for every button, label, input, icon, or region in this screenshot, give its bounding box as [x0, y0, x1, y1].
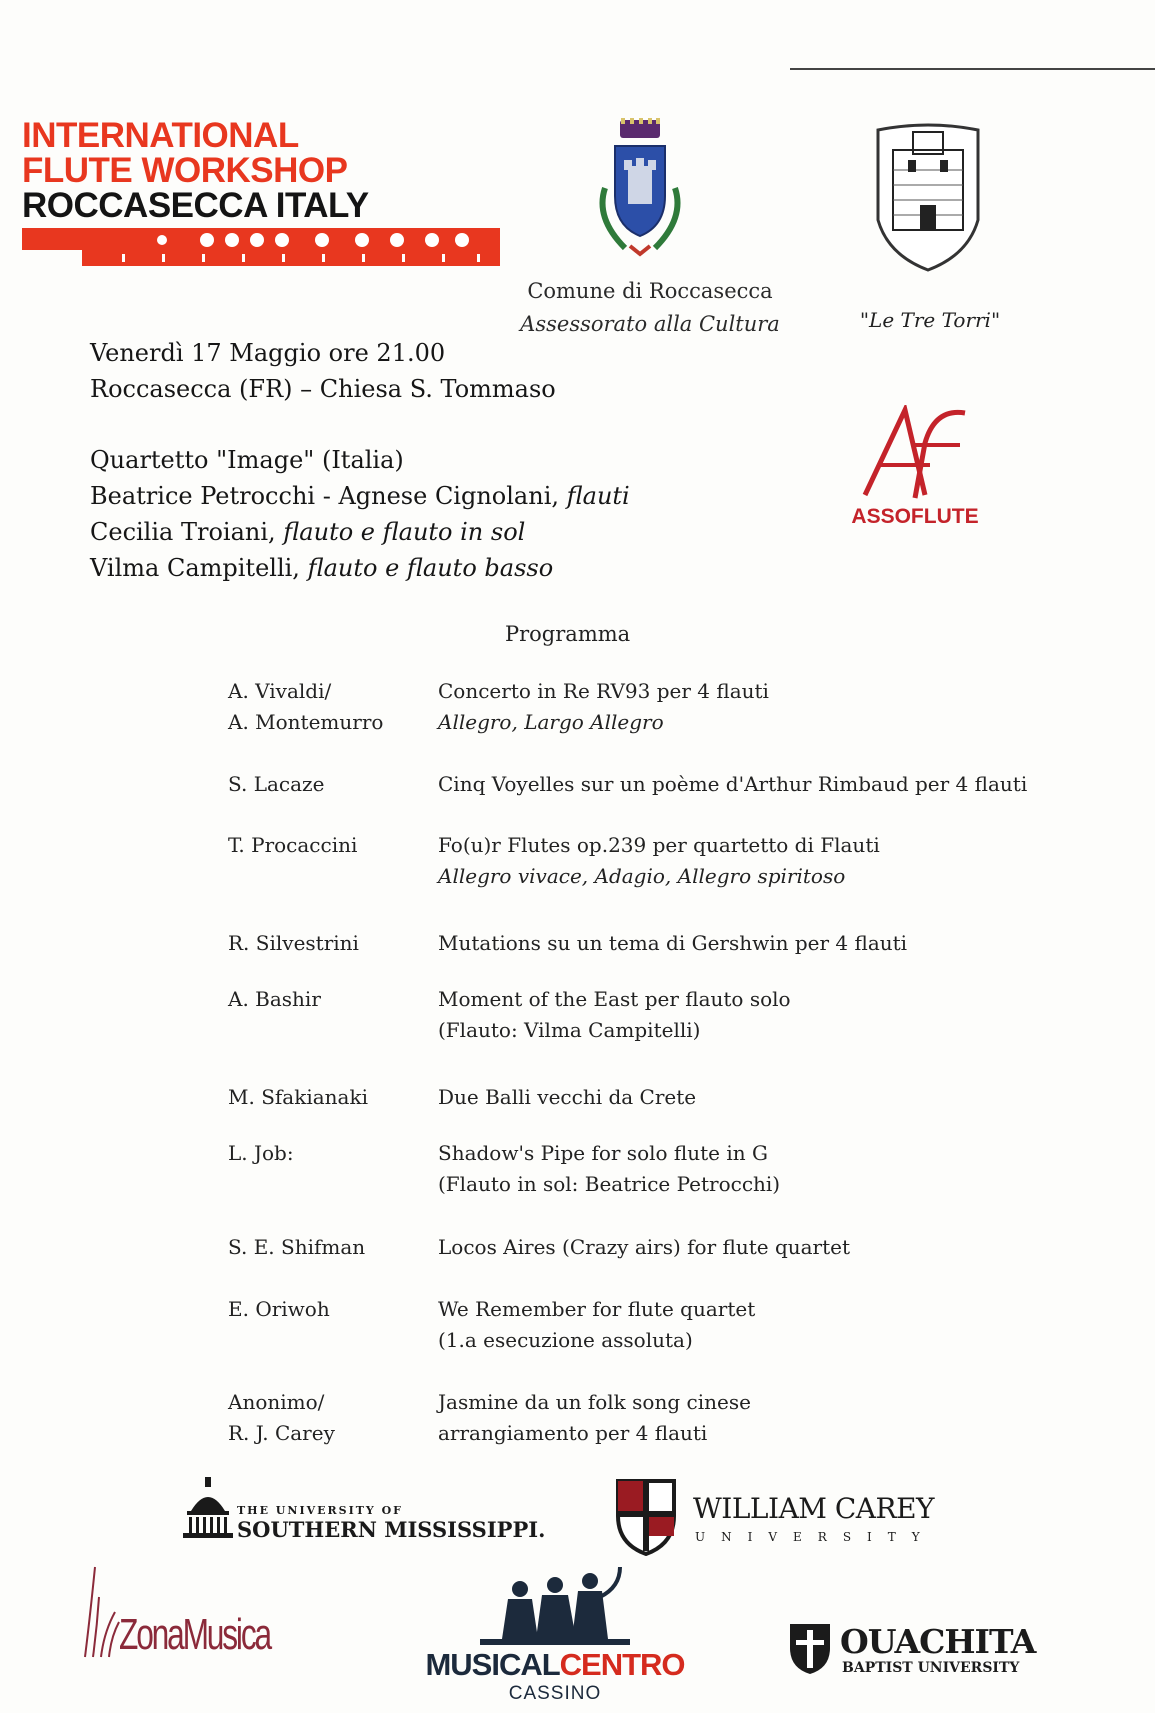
program-title: Programma — [505, 622, 631, 646]
workshop-title-line1: INTERNATIONAL — [22, 116, 299, 155]
shield-icon — [788, 1622, 832, 1676]
shield-icon — [615, 1478, 677, 1556]
performer-2: Cecilia Troiani, flauto e flauto in sol — [90, 518, 526, 546]
comune-crest-icon — [590, 118, 690, 268]
performer-3: Vilma Campitelli, flauto e flauto basso — [90, 554, 554, 582]
top-rule — [790, 68, 1155, 70]
musicalcentro-city: CASSINO — [508, 1683, 602, 1704]
workshop-title-line3: ROCCASECCA ITALY — [22, 186, 369, 225]
flute-players-icon — [75, 1562, 125, 1662]
wcu-name: WILLIAM CAREY — [693, 1492, 935, 1525]
ensemble-name: Quartetto "Image" (Italia) — [90, 446, 404, 474]
usm-top-text: THE UNIVERSITY OF — [237, 1504, 403, 1517]
ouachita-name: OUACHITA — [840, 1622, 1036, 1661]
comune-caption — [500, 275, 800, 341]
flute-keys-bar-icon — [22, 228, 500, 278]
tre-torri-label: "Le Tre Torri" — [859, 308, 1001, 332]
workshop-title-line2: FLUTE WORKSHOP — [22, 151, 348, 190]
ouachita-logo — [788, 1622, 1036, 1682]
performers-list — [90, 442, 630, 586]
musicians-silhouette-icon — [480, 1567, 630, 1647]
tre-torri-logo-icon — [868, 120, 988, 275]
wcu-subtitle: UNIVERSITY — [695, 1530, 936, 1544]
william-carey-logo — [615, 1478, 936, 1558]
comune-name: Comune di Roccasecca — [527, 279, 773, 303]
event-date: Venerdì 17 Maggio ore 21.00 — [90, 339, 446, 367]
ouachita-subtitle: BAPTIST UNIVERSITY — [842, 1660, 1020, 1676]
musicalcentro-logo — [405, 1567, 705, 1702]
performer-1: Beatrice Petrocchi - Agnese Cignolani, flauti — [90, 482, 630, 510]
zonamusica-wordmark: ZonaMusica — [119, 1610, 270, 1659]
musicalcentro-wordmark: MUSICALCENTRO — [425, 1647, 685, 1682]
dome-building-icon — [183, 1477, 233, 1539]
event-venue: Roccasecca (FR) – Chiesa S. Tommaso — [90, 375, 556, 403]
usm-logo — [183, 1477, 546, 1542]
comune-office: Assessorato alla Cultura — [520, 312, 780, 336]
zonamusica-logo — [75, 1562, 275, 1672]
assoflute-label: ASSOFLUTE — [851, 505, 979, 528]
workshop-logo — [22, 118, 500, 283]
assoflute-logo-icon — [855, 405, 975, 500]
event-info — [90, 335, 556, 407]
usm-main-text: SOUTHERN MISSISSIPPI. — [237, 1517, 546, 1542]
